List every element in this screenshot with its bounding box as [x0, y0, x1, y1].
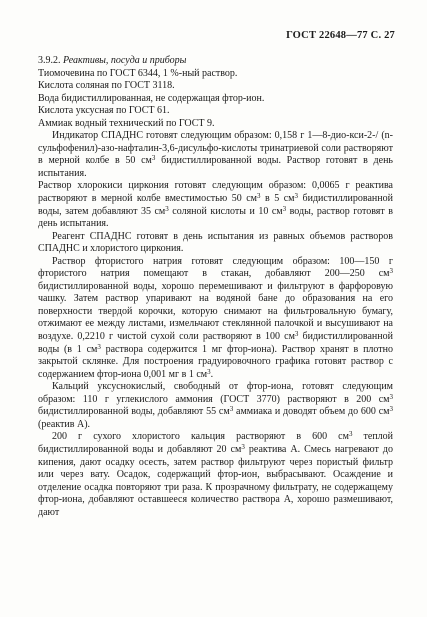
- paragraph-spadns: Индикатор СПАДНС готовят следующим образом: 0,158 г 1—8-дио-кси-2-/ (n-сульфофенил)-азо-нафталин-3,6-дисульфо-кислоты тринатриевой соли растворяют в мерной колбе в 50 $см^3$ бидистиллированной воды. Раствор готовят в день испытания.: [38, 130, 393, 179]
- paragraph-calcium-chloride: 200 г сухого хлористого кальция растворяют в 600 $см^3$ теплой бидистиллированной воды и добавляют 20 $см^3$ реактива А. Смесь нагревают до кипения, дают осадку осесть, затем раствор фильтруют через пористый фильтр или через вату. Осадок, содержащий фтор-ион, выбрасывают. Осаждение и отделение осадка повторяют три раза. К прозрачному фильтрату, не содержащему фтор-иона, добавляют оставшееся количество раствора А, хорошо размешивают, дают: [38, 430, 393, 518]
- reagent-item: Кислота соляная по ГОСТ 3118.: [38, 80, 175, 92]
- paragraph-reagent: Реагент СПАДНС готовят в день испытания из равных объемов растворов СПАДНС и хлористого циркония.: [38, 230, 393, 255]
- paragraph-sodium-fluoride: Раствор фтористого натрия готовят следующим образом: 100—150 г фтористого натрия помещают в стакан, добавляют 200—250 $см^3$ бидистиллированной воды, хорошо перемешивают и фильтруют в фарфоровую чашку. Затем раствор упаривают на водяной бане до образования на его поверхности твердой корочки, которую снимают на фильтровальную бумагу, отжимают ее между листами, измельчают стеклянной палочкой и высушивают на воздухе. 0,2210 г чистой сухой соли растворяют в 100 $см^3$ бидистиллированной воды (в 1 $см^3$ раствора содержится 1 мг фтор-иона). Раствор хранят в плотно закрытой склянке. Для построения градуировочного графика готовят раствор с содержанием фтор-иона 0,001 мг в 1 $см^3$.: [38, 255, 393, 380]
- section-heading: [38, 55, 393, 68]
- reagent-item: Тиомочевина по ГОСТ 6344, 1 %-ный раствор.: [38, 67, 238, 79]
- page-header: ГОСТ 22648—77 С. 27: [286, 30, 395, 41]
- reagent-item: Кислота уксусная по ГОСТ 61.: [38, 105, 170, 117]
- paragraph-calcium-acetate: Кальций уксуснокислый, свободный от фтор-иона, готовят следующим образом: 110 г углекислого аммония (ГОСТ 3770) растворяют в 200 $см^3$ бидистиллированной воды, добавляют 55 $см^3$ аммиака и доводят объем до 600 $см^3$ (реактив А).: [38, 381, 393, 430]
- page-body: [38, 55, 393, 519]
- section-number: 3.9.2.: [38, 55, 61, 66]
- reagent-item: Аммиак водный технический по ГОСТ 9.: [38, 117, 215, 129]
- paragraph-zirconium: Раствор хлорокиси циркония готовят следующим образом: 0,0065 г реактива растворяют в мерной колбе вместимостью 50 $см^3$ в 5 $см^3$ бидистиллированной воды, затем добавляют 35 $см^3$ соляной кислоты и 10 $см^3$ воды, раствор готовят в день испытания.: [38, 180, 393, 230]
- section-title: Реактивы, посуда и приборы: [63, 55, 187, 66]
- reagent-item: Вода бидистиллированная, не содержащая фтор-ион.: [38, 92, 265, 104]
